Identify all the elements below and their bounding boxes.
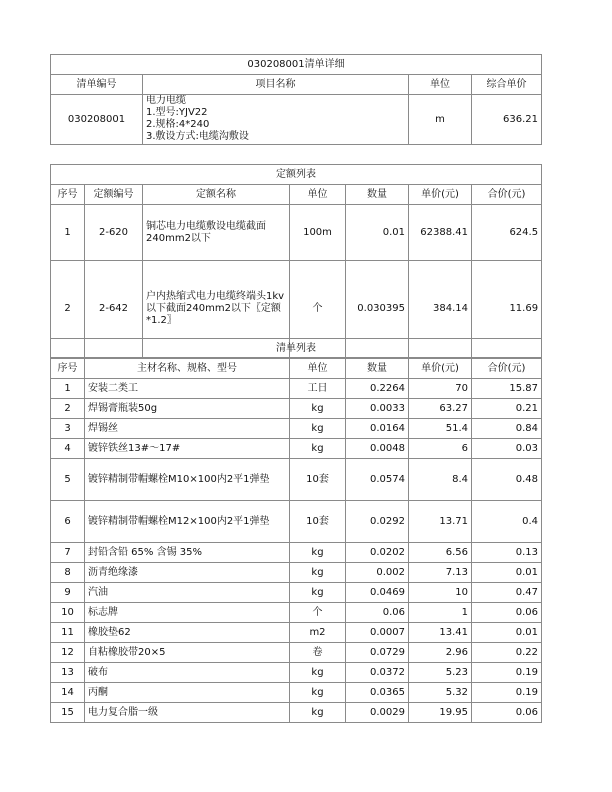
row-no: 10 [51, 603, 85, 623]
col-total: 合价(元) [472, 185, 542, 205]
row-name: 自粘橡胶带20×5 [85, 643, 290, 663]
row-price: 384.14 [409, 261, 472, 358]
row-price: 6 [409, 439, 472, 459]
row-name: 标志牌 [85, 603, 290, 623]
col-bill-code: 清单编号 [51, 75, 143, 95]
row-unit: 10套 [290, 501, 346, 543]
row-price: 62388.41 [409, 205, 472, 261]
row-price: 5.32 [409, 683, 472, 703]
row-no: 13 [51, 663, 85, 683]
col-no: 序号 [51, 359, 85, 379]
row-total: 0.48 [472, 459, 542, 501]
materials-body [51, 379, 542, 723]
row-no: 2 [51, 399, 85, 419]
col-qty: 数量 [346, 359, 409, 379]
row-total: 0.06 [472, 703, 542, 723]
row-unit: kg [290, 703, 346, 723]
row-qty: 0.0729 [346, 643, 409, 663]
table-row [51, 543, 542, 563]
row-name: 镀锌精制带帽螺栓M12×100内2平1弹垫 [85, 501, 290, 543]
row-qty: 0.01 [346, 205, 409, 261]
row-total: 0.47 [472, 583, 542, 603]
row-name: 镀锌铁丝13#～17# [85, 439, 290, 459]
row-unit: kg [290, 583, 346, 603]
row-qty: 0.0202 [346, 543, 409, 563]
row-unit: 工日 [290, 379, 346, 399]
row-no: 1 [51, 379, 85, 399]
row-unit: kg [290, 399, 346, 419]
col-unit: 单位 [290, 185, 346, 205]
col-quota-code: 定额编号 [85, 185, 143, 205]
col-unit: 单位 [409, 75, 472, 95]
col-no: 序号 [51, 185, 85, 205]
row-no: 9 [51, 583, 85, 603]
row-unit: 10套 [290, 459, 346, 501]
row-total: 0.19 [472, 663, 542, 683]
row-price: 13.71 [409, 501, 472, 543]
item-desc-line: 电力电缆 [146, 95, 186, 106]
row-unit: 卷 [290, 643, 346, 663]
row-price: 70 [409, 379, 472, 399]
table-row [51, 703, 542, 723]
col-qty: 数量 [346, 185, 409, 205]
row-no: 4 [51, 439, 85, 459]
row-unit: 个 [290, 261, 346, 358]
row-total: 0.21 [472, 399, 542, 419]
row-name: 镀锌精制带帽螺栓M10×100内2平1弹垫 [85, 459, 290, 501]
col-material-name: 主材名称、规格、型号 [85, 359, 290, 379]
row-name: 安装二类工 [85, 379, 290, 399]
col-item-name: 项目名称 [143, 75, 409, 95]
row-no: 7 [51, 543, 85, 563]
row-qty: 0.0372 [346, 663, 409, 683]
table-row [51, 603, 542, 623]
row-name: 破布 [85, 663, 290, 683]
row-qty: 0.0574 [346, 459, 409, 501]
row-qty: 0.002 [346, 563, 409, 583]
row-name: 沥青绝缘漆 [85, 563, 290, 583]
row-total: 0.01 [472, 563, 542, 583]
bill-unit: m [409, 95, 472, 145]
row-unit: 个 [290, 603, 346, 623]
table-row [51, 563, 542, 583]
item-desc-line: 3.敷设方式:电缆沟敷设 [146, 131, 249, 142]
item-description [143, 95, 409, 145]
row-qty: 0.0365 [346, 683, 409, 703]
row-price: 10 [409, 583, 472, 603]
col-unit-price: 综合单价 [472, 75, 542, 95]
row-price: 51.4 [409, 419, 472, 439]
row-unit: m2 [290, 623, 346, 643]
row-price: 6.56 [409, 543, 472, 563]
table-row [51, 643, 542, 663]
row-name: 焊锡丝 [85, 419, 290, 439]
table-row [51, 623, 542, 643]
table-row [51, 583, 542, 603]
item-desc-line: 2.规格:4*240 [146, 119, 210, 130]
row-code: 2-642 [85, 261, 143, 358]
row-qty: 0.0469 [346, 583, 409, 603]
row-total: 0.06 [472, 603, 542, 623]
row-price: 8.4 [409, 459, 472, 501]
row-unit: kg [290, 563, 346, 583]
table-row [51, 439, 542, 459]
item-desc-line: 1.型号:YJV22 [146, 107, 208, 118]
row-no: 6 [51, 501, 85, 543]
row-qty: 0.0007 [346, 623, 409, 643]
table-row [51, 399, 542, 419]
row-qty: 0.2264 [346, 379, 409, 399]
row-qty: 0.0029 [346, 703, 409, 723]
table-row [51, 683, 542, 703]
bill-code: 030208001 [51, 95, 143, 145]
row-total: 15.87 [472, 379, 542, 399]
row-qty: 0.0033 [346, 399, 409, 419]
row-no: 8 [51, 563, 85, 583]
row-total: 0.22 [472, 643, 542, 663]
bill-title: 030208001清单详细 [51, 55, 542, 75]
bill-header-table [50, 54, 542, 145]
table-row [51, 379, 542, 399]
row-no: 3 [51, 419, 85, 439]
row-unit: kg [290, 663, 346, 683]
table-row [51, 205, 542, 261]
row-name: 铜芯电力电缆敷设电缆截面240mm2以下 [143, 205, 290, 261]
row-name: 电力复合脂一级 [85, 703, 290, 723]
table-row [51, 663, 542, 683]
row-total: 0.13 [472, 543, 542, 563]
row-price: 5.23 [409, 663, 472, 683]
row-price: 1 [409, 603, 472, 623]
col-price: 单价(元) [409, 359, 472, 379]
col-unit: 单位 [290, 359, 346, 379]
row-name: 汽油 [85, 583, 290, 603]
row-no: 11 [51, 623, 85, 643]
col-price: 单价(元) [409, 185, 472, 205]
row-total: 0.19 [472, 683, 542, 703]
row-total: 0.84 [472, 419, 542, 439]
row-qty: 0.0292 [346, 501, 409, 543]
row-unit: kg [290, 419, 346, 439]
row-name: 封铅含铅 65% 含锡 35% [85, 543, 290, 563]
col-quota-name: 定额名称 [143, 185, 290, 205]
table-row [51, 419, 542, 439]
row-no: 12 [51, 643, 85, 663]
materials-table [50, 338, 542, 723]
row-price: 19.95 [409, 703, 472, 723]
table-row [51, 459, 542, 501]
row-no: 2 [51, 261, 85, 358]
row-unit: 100m [290, 205, 346, 261]
row-total: 0.4 [472, 501, 542, 543]
row-name: 焊锡膏瓶装50g [85, 399, 290, 419]
row-price: 7.13 [409, 563, 472, 583]
row-total: 624.5 [472, 205, 542, 261]
row-unit: kg [290, 439, 346, 459]
row-unit: kg [290, 683, 346, 703]
row-no: 15 [51, 703, 85, 723]
quota-section-title: 定额列表 [51, 165, 542, 185]
row-total: 11.69 [472, 261, 542, 358]
row-unit: kg [290, 543, 346, 563]
table-row [51, 501, 542, 543]
col-total: 合价(元) [472, 359, 542, 379]
row-no: 14 [51, 683, 85, 703]
row-price: 2.96 [409, 643, 472, 663]
row-code: 2-620 [85, 205, 143, 261]
row-name: 橡胶垫62 [85, 623, 290, 643]
row-qty: 0.06 [346, 603, 409, 623]
row-price: 63.27 [409, 399, 472, 419]
materials-section-title: 清单列表 [51, 339, 542, 359]
bill-price: 636.21 [472, 95, 542, 145]
row-no: 5 [51, 459, 85, 501]
row-total: 0.01 [472, 623, 542, 643]
quota-table [50, 164, 542, 358]
row-qty: 0.0048 [346, 439, 409, 459]
row-no: 1 [51, 205, 85, 261]
row-total: 0.03 [472, 439, 542, 459]
row-name: 户内热缩式电力电缆终端头1kv以下截面240mm2以下〖定额*1.2〗 [143, 261, 290, 358]
row-qty: 0.0164 [346, 419, 409, 439]
row-name: 丙酮 [85, 683, 290, 703]
row-qty: 0.030395 [346, 261, 409, 358]
row-price: 13.41 [409, 623, 472, 643]
